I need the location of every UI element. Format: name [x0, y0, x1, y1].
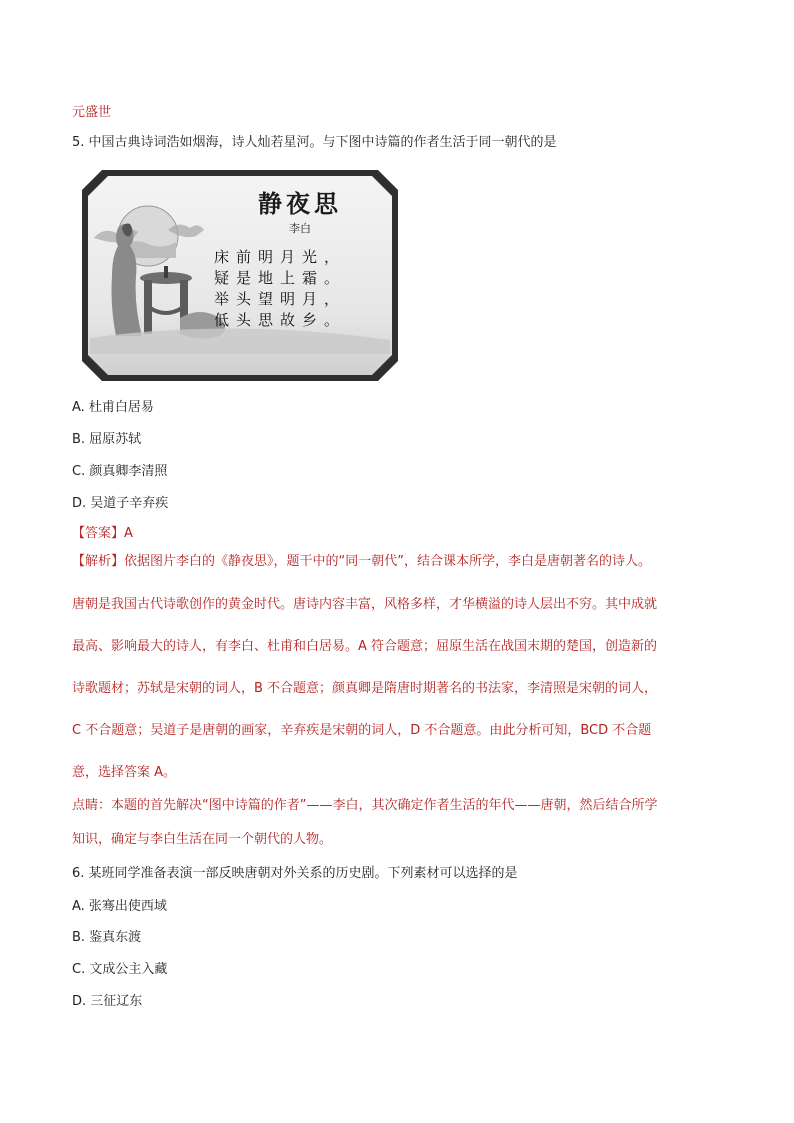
- poem-line: 疑是地上霜。: [214, 269, 347, 287]
- poem-line: 举头望明月，: [214, 290, 347, 308]
- answer-label: 【答案】: [72, 526, 125, 541]
- header-fragment: 元盛世: [72, 105, 112, 120]
- answer-value: A: [124, 526, 133, 541]
- option-b: B. 屈原苏轼: [72, 432, 142, 447]
- option-c: C. 颜真卿李清照: [72, 464, 168, 479]
- question-6-stem: 6. 某班同学准备表演一部反映唐朝对外关系的历史剧。下列素材可以选择的是: [72, 866, 518, 881]
- option-a: A. 张骞出使西域: [72, 899, 167, 914]
- poem-title: 静夜思: [258, 189, 342, 218]
- analysis-line: [72, 553, 651, 571]
- comment-line: 点睛：本题的首先解决“图中诗篇的作者”——李白，其次确定作者生活的年代——唐朝，然后结合所学: [72, 798, 658, 813]
- option-d: D. 吴道子辛弃疾: [72, 496, 169, 511]
- poem-line: 床前明月光，: [214, 248, 347, 266]
- analysis-line: 诗歌题材；苏轼是宋朝的词人，B 不合题意；颜真卿是隋唐时期著名的书法家，李清照是宋朝的词人，: [72, 681, 658, 696]
- option-a: A. 杜甫白居易: [72, 400, 154, 415]
- poem-author: 李白: [289, 222, 311, 235]
- analysis-line: 唐朝是我国古代诗歌创作的黄金时代。唐诗内容丰富，风格多样，才华横溢的诗人层出不穷。其中成就: [72, 597, 658, 612]
- comment-line: 知识，确定与李白生活在同一个朝代的人物。: [72, 832, 333, 847]
- poem-line: 低头思故乡。: [214, 311, 347, 329]
- answer-row: [72, 525, 133, 543]
- option-d: D. 三征辽东: [72, 994, 143, 1009]
- analysis-line: C 不合题意；吴道子是唐朝的画家，辛弃疾是宋朝的词人，D 不合题意。由此分析可知，BCD 不合题: [72, 723, 652, 738]
- option-b: B. 鉴真东渡: [72, 930, 142, 945]
- poem-illustration: [80, 168, 400, 383]
- analysis-line: 意，选择答案 A。: [72, 765, 177, 780]
- analysis-text: 依据图片李白的《静夜思》，题干中的“同一朝代”，结合课本所学，李白是唐朝著名的诗人。: [124, 554, 651, 569]
- analysis-line: 最高、影响最大的诗人，有李白、杜甫和白居易。A 符合题意；屈原生活在战国末期的楚国，创造新的: [72, 639, 658, 654]
- question-5-stem: 5. 中国古典诗词浩如烟海，诗人灿若星河。与下图中诗篇的作者生活于同一朝代的是: [72, 135, 557, 150]
- option-c: C. 文成公主入藏: [72, 962, 168, 977]
- analysis-label: 【解析】: [72, 554, 125, 569]
